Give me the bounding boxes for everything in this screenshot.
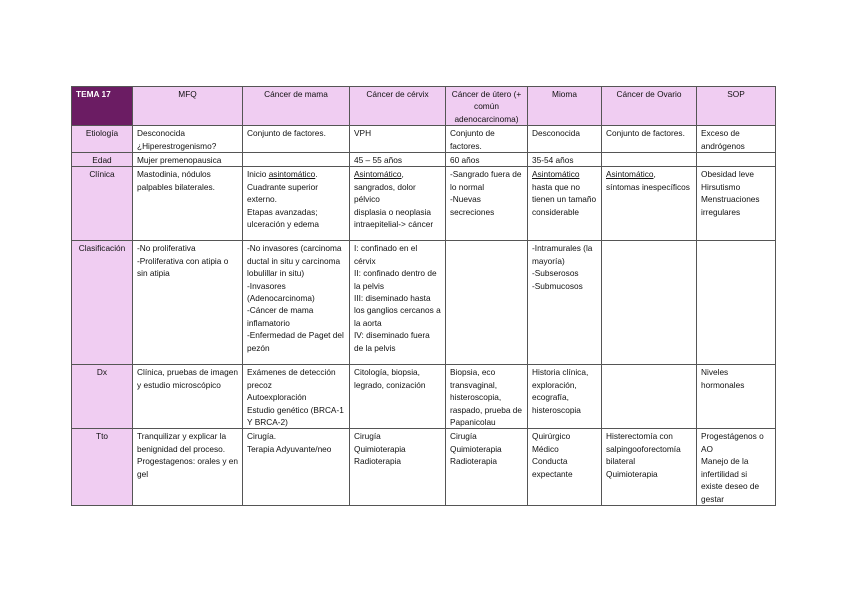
cell-line: -Sangrado fuera de lo normal (450, 169, 524, 192)
cell-line: Mastodinia, nódulos palpables bilaterales. (137, 169, 215, 192)
cell-line: Cirugía (354, 431, 381, 442)
cell-line: Radioterapia (354, 456, 402, 467)
cell-line: Conducta expectante (532, 456, 573, 479)
table-cell (243, 126, 350, 153)
table-cell (446, 153, 528, 167)
cell-line: Médico (532, 443, 559, 454)
underlined-text: Asintomático (354, 169, 402, 180)
cell-line: Histerectomía con salpingooforectomía bilateral (606, 431, 684, 467)
cell-line: VPH (354, 128, 372, 139)
table-row (72, 429, 776, 505)
cell-line: Obesidad leve (701, 169, 755, 180)
table-cell (350, 429, 446, 505)
table-cell (133, 365, 243, 429)
cell-line: Quimioterapia (354, 443, 406, 454)
table-cell (133, 167, 243, 241)
table-cell (697, 167, 776, 241)
table-cell (446, 167, 528, 241)
cell-line: Quimioterapia (606, 468, 658, 479)
cell-line: hasta que no tienen un tamaño considerable (532, 181, 599, 217)
column-header: Cáncer de cérvix (350, 87, 446, 126)
cell-line: Cirugía. (247, 431, 277, 442)
table-cell (602, 365, 697, 429)
cell-line: IV: diseminado fuera de la pelvis (354, 330, 433, 353)
cell-line: Manejo de la infertilidad si existe deseo de gestar (701, 456, 762, 504)
table-cell (350, 365, 446, 429)
table-cell (446, 126, 528, 153)
table-row (72, 153, 776, 167)
table-cell (602, 429, 697, 505)
table-cell (602, 241, 697, 365)
cell-line: sangrados, dolor pélvico (354, 181, 419, 205)
row-label: Dx (72, 365, 133, 429)
table-cell (528, 126, 602, 153)
row-label: Clínica (72, 167, 133, 241)
table-cell (133, 153, 243, 167)
underlined-text: asintomático (268, 169, 316, 180)
cell-line: I: confinado en el cérvix (354, 243, 420, 266)
cell-line: Tranquilizar y explicar la benignidad del proceso. (137, 431, 229, 454)
table-cell (243, 153, 350, 167)
cell-line: -No proliferativa (137, 243, 196, 254)
cell-line: Conjunto de factores. (450, 128, 498, 151)
underlined-text: Asintomático (606, 169, 654, 180)
cell-line: II: confinado dentro de la pelvis (354, 268, 439, 291)
table-cell (133, 126, 243, 153)
cell-line: Desconocida (137, 128, 185, 139)
table-cell (697, 365, 776, 429)
table-cell (528, 429, 602, 505)
cell-line: 60 años (450, 155, 480, 166)
row-label: Edad (72, 153, 133, 167)
cell-line: Quimioterapia (450, 443, 502, 454)
column-header: Cáncer de mama (243, 87, 350, 126)
table-cell (697, 153, 776, 167)
cell-line: -Intramurales (la mayoría) (532, 243, 595, 266)
cell-line: Menstruaciones irregulares (701, 194, 762, 217)
table-cell (243, 365, 350, 429)
table-row (72, 167, 776, 241)
table-row (72, 365, 776, 429)
table-row (72, 241, 776, 365)
table-cell (243, 241, 350, 365)
column-header: Mioma (528, 87, 602, 126)
cell-line: Clínica, pruebas de imagen y estudio microscópico (137, 367, 241, 390)
cell-line: Asintomático, (354, 169, 404, 180)
cell-line: Mujer premenopausica (137, 155, 222, 166)
cell-line: Citología, biopsia, legrado, conización (354, 367, 426, 390)
cell-line: -Cáncer de mama inflamatorio (247, 305, 316, 328)
cell-line: displasia o neoplasia intraepitelial-> cáncer (354, 206, 434, 230)
cell-line: ¿Hiperestrogenismo? (137, 140, 217, 151)
cell-line: Estudio genético (BRCA-1 Y BRCA-2) (247, 404, 347, 428)
cell-line: síntomas inespecíficos (606, 181, 690, 192)
table-body (72, 126, 776, 506)
cell-line: Progestágenos o AO (701, 431, 766, 454)
cell-line: Etapas avanzadas; ulceración y edema (247, 206, 320, 230)
cell-line: Quirúrgico (532, 431, 571, 442)
table-cell (243, 429, 350, 505)
table-cell (528, 241, 602, 365)
table-cell (528, 153, 602, 167)
cell-line: Conjunto de factores. (606, 128, 685, 139)
table-cell (446, 429, 528, 505)
table-cell (697, 126, 776, 153)
table-cell (697, 429, 776, 505)
summary-table (71, 86, 776, 506)
cell-line: Conjunto de factores. (247, 128, 326, 139)
cell-line: Cuadrante superior externo. (247, 181, 321, 205)
cell-line: Desconocida (532, 128, 580, 139)
cell-line: Autoexploración (247, 392, 307, 403)
table-cell (528, 365, 602, 429)
underlined-text: Asintomático (532, 169, 580, 180)
cell-line: 35-54 años (532, 155, 574, 166)
column-header: MFQ (133, 87, 243, 126)
column-header: Cáncer de útero (+ común adenocarcinoma) (446, 87, 528, 126)
cell-line: Inicio asintomático. (247, 169, 318, 180)
cell-line: Hirsutismo (701, 181, 741, 192)
column-header: SOP (697, 87, 776, 126)
header-row (72, 87, 776, 126)
table-row (72, 126, 776, 153)
topic-header: TEMA 17 (72, 87, 133, 126)
cell-line: -Proliferativa con atipia o sin atipia (137, 255, 231, 279)
table-cell (602, 167, 697, 241)
cell-line: Asintomático, (606, 169, 656, 180)
cell-line: -Invasores (Adenocarcinoma) (247, 280, 315, 304)
cell-line: Radioterapia (450, 456, 498, 467)
cell-line: -Submucosos (532, 280, 583, 291)
row-label: Clasificación (72, 241, 133, 365)
row-label: Tto (72, 429, 133, 505)
table-cell (602, 126, 697, 153)
table-cell (133, 241, 243, 365)
cell-line: III: diseminado hasta los ganglios cercanos a la aorta (354, 293, 444, 328)
cell-line: Niveles hormonales (701, 367, 745, 390)
cell-line: -Nuevas secreciones (450, 194, 495, 217)
cell-line: Biopsia, eco transvaginal, histeroscopia, raspado, prueba de Papanicolau (450, 367, 525, 428)
table-cell (350, 241, 446, 365)
table-cell (528, 167, 602, 241)
table-cell (602, 153, 697, 167)
cell-line: -Enfermedad de Paget del pezón (247, 330, 347, 353)
table-cell (697, 241, 776, 365)
table-cell (243, 167, 350, 241)
row-label: Etiología (72, 126, 133, 153)
table-cell (133, 429, 243, 505)
cell-line: 45 – 55 años (354, 155, 402, 166)
table-cell (446, 241, 528, 365)
column-header: Cáncer de Ovario (602, 87, 697, 126)
cell-line: Cirugía (450, 431, 477, 442)
cell-line (532, 168, 597, 180)
cell-line: Terapia Adyuvante/neo (247, 443, 332, 454)
table-cell (350, 153, 446, 167)
cell-line: Exámenes de detección precoz (247, 367, 338, 390)
table-cell (446, 365, 528, 429)
cell-line: Progestagenos: orales y en gel (137, 456, 241, 479)
table-cell (350, 167, 446, 241)
table-cell (350, 126, 446, 153)
cell-line: Historia clínica, exploración, ecografía, histeroscopia (532, 367, 591, 415)
cell-line: Exceso de andrógenos (701, 128, 745, 151)
cell-line: -Subserosos (532, 268, 579, 279)
cell-line: -No invasores (carcinoma ductal in situ y carcinoma lobulillar in situ) (247, 243, 344, 279)
